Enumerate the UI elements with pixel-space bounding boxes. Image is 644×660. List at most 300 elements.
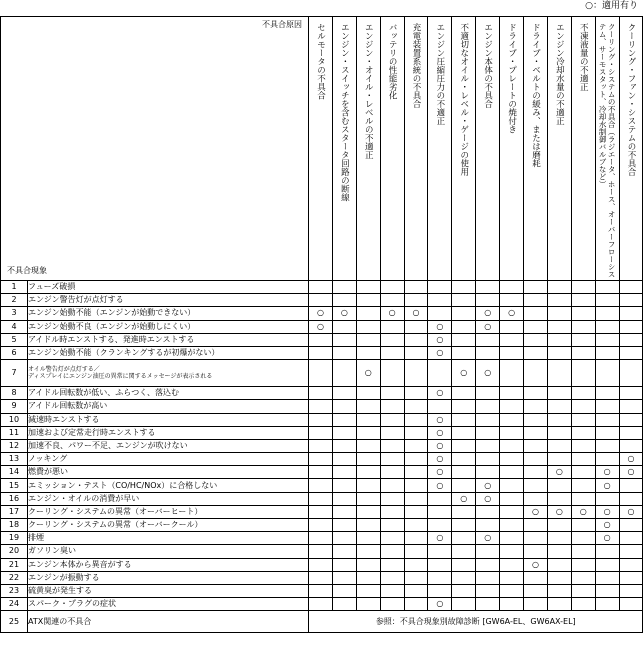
cell <box>619 426 643 439</box>
cell <box>309 400 333 413</box>
row-number: 16 <box>1 492 28 505</box>
cell <box>452 453 476 466</box>
cell <box>452 466 476 479</box>
applicable-mark: ○ <box>380 307 404 320</box>
cell <box>571 453 595 466</box>
cell <box>547 333 571 346</box>
cell <box>571 598 595 611</box>
table-row <box>1 545 643 558</box>
cause-header-text: エンジン・オイル・レベルの不適正 <box>363 23 374 159</box>
cell <box>595 598 619 611</box>
cell <box>571 413 595 426</box>
cell <box>500 571 524 584</box>
applicable-mark: ○ <box>476 360 500 387</box>
row-label: エンジン始動不能（エンジンが始動できない） <box>28 307 309 320</box>
cell <box>476 281 500 294</box>
cell <box>500 492 524 505</box>
cell <box>309 532 333 545</box>
cell <box>356 426 380 439</box>
row-number: 13 <box>1 453 28 466</box>
cell <box>452 558 476 571</box>
cell <box>595 294 619 307</box>
cell <box>404 426 428 439</box>
cell <box>332 333 356 346</box>
cell <box>476 387 500 400</box>
table-row <box>1 558 643 571</box>
cell <box>452 571 476 584</box>
cell <box>404 439 428 452</box>
cell <box>547 400 571 413</box>
cell <box>524 307 548 320</box>
cell <box>571 400 595 413</box>
applicable-mark: ○ <box>356 360 380 387</box>
cell <box>619 519 643 532</box>
cell <box>356 307 380 320</box>
cell <box>500 598 524 611</box>
cell <box>332 466 356 479</box>
cell <box>309 519 333 532</box>
cell <box>524 466 548 479</box>
cell <box>380 320 404 333</box>
cell <box>428 558 452 571</box>
cell <box>452 479 476 492</box>
cell <box>476 426 500 439</box>
cell <box>619 400 643 413</box>
cell <box>524 532 548 545</box>
cell <box>476 505 500 518</box>
cause-header <box>404 17 428 281</box>
cell <box>380 333 404 346</box>
applicable-mark: ○ <box>500 307 524 320</box>
cell <box>452 505 476 518</box>
cell <box>452 333 476 346</box>
cell <box>476 584 500 597</box>
cell <box>595 333 619 346</box>
cell <box>547 598 571 611</box>
cell <box>571 466 595 479</box>
cell <box>380 492 404 505</box>
applicable-mark: ○ <box>595 479 619 492</box>
cell <box>500 439 524 452</box>
cause-header <box>476 17 500 281</box>
cell <box>547 307 571 320</box>
row-number: 2 <box>1 294 28 307</box>
applicable-mark: ○ <box>619 453 643 466</box>
cell <box>524 453 548 466</box>
cell <box>404 413 428 426</box>
cell <box>547 519 571 532</box>
applicable-mark: ○ <box>619 466 643 479</box>
cell <box>524 333 548 346</box>
cell <box>452 426 476 439</box>
cell <box>309 439 333 452</box>
phenomenon-header-label: 不具合現象 <box>7 266 47 275</box>
table-row <box>1 611 643 633</box>
cell <box>452 281 476 294</box>
cell <box>309 387 333 400</box>
applicable-mark: ○ <box>428 413 452 426</box>
cell <box>547 281 571 294</box>
cell <box>547 426 571 439</box>
cell <box>571 333 595 346</box>
cell <box>428 360 452 387</box>
cell <box>428 281 452 294</box>
cell <box>547 571 571 584</box>
diagnosis-table <box>0 16 643 633</box>
cause-header <box>428 17 452 281</box>
applicable-mark: ○ <box>595 505 619 518</box>
cell <box>356 571 380 584</box>
cell <box>332 346 356 359</box>
row-label: エンジン始動不良（エンジンが始動しにくい） <box>28 320 309 333</box>
cell <box>476 571 500 584</box>
cell <box>595 439 619 452</box>
applicable-mark: ○ <box>428 598 452 611</box>
cell <box>524 320 548 333</box>
cell <box>619 545 643 558</box>
cell <box>619 479 643 492</box>
cell <box>404 571 428 584</box>
row-number: 12 <box>1 439 28 452</box>
cell <box>404 492 428 505</box>
applicable-mark: ○ <box>332 307 356 320</box>
cause-header-text: エンジン冷却水量の不適正 <box>554 23 565 125</box>
legend: ○：適用有り <box>585 1 638 11</box>
cell <box>476 346 500 359</box>
row-label: エンジン始動不能（クランキングするが初爆がない） <box>28 346 309 359</box>
cell <box>547 346 571 359</box>
cell <box>500 519 524 532</box>
cell <box>524 519 548 532</box>
table-row <box>1 571 643 584</box>
cell <box>595 545 619 558</box>
cell <box>524 584 548 597</box>
cell <box>524 439 548 452</box>
cell <box>309 479 333 492</box>
cell <box>571 320 595 333</box>
cell <box>476 294 500 307</box>
cell <box>547 584 571 597</box>
applicable-mark: ○ <box>428 333 452 346</box>
cell <box>309 360 333 387</box>
cause-header <box>452 17 476 281</box>
row-label: 燃費が悪い <box>28 466 309 479</box>
cell <box>547 453 571 466</box>
cell <box>428 519 452 532</box>
cause-header-text: クーリング・ファン・システムの不具合 <box>626 23 637 176</box>
cell <box>524 360 548 387</box>
cell <box>524 545 548 558</box>
cell <box>332 532 356 545</box>
cell <box>332 505 356 518</box>
cell <box>380 400 404 413</box>
cell <box>356 519 380 532</box>
cell <box>547 413 571 426</box>
cell <box>595 307 619 320</box>
cell <box>380 439 404 452</box>
cell <box>595 387 619 400</box>
cell <box>500 545 524 558</box>
header-corner <box>1 17 309 281</box>
cell <box>404 346 428 359</box>
cause-header <box>595 17 619 281</box>
row-label: フューズ破損 <box>28 281 309 294</box>
cell <box>476 545 500 558</box>
cell <box>571 387 595 400</box>
row-number: 21 <box>1 558 28 571</box>
cell <box>595 571 619 584</box>
applicable-mark: ○ <box>404 307 428 320</box>
cell <box>309 466 333 479</box>
row-number: 14 <box>1 466 28 479</box>
cause-header-text: エンジン圧縮圧力の不適正 <box>434 23 445 125</box>
cell <box>500 294 524 307</box>
cell <box>309 558 333 571</box>
row-label: スパーク・プラグの症状 <box>28 598 309 611</box>
row-number: 5 <box>1 333 28 346</box>
table-row <box>1 466 643 479</box>
cell <box>309 598 333 611</box>
cell <box>356 320 380 333</box>
cell <box>500 281 524 294</box>
cell <box>380 281 404 294</box>
cell <box>476 333 500 346</box>
cell <box>500 387 524 400</box>
cell <box>332 439 356 452</box>
cell <box>500 558 524 571</box>
cell <box>428 571 452 584</box>
cell <box>356 439 380 452</box>
cell <box>547 360 571 387</box>
cell <box>404 466 428 479</box>
table-row <box>1 532 643 545</box>
row-label: アイドル時エンストする、発進時エンストする <box>28 333 309 346</box>
cell <box>595 400 619 413</box>
cell <box>404 360 428 387</box>
cell <box>500 532 524 545</box>
cell <box>380 545 404 558</box>
cell <box>356 584 380 597</box>
table-row <box>1 333 643 346</box>
row-number: 22 <box>1 571 28 584</box>
row-label: エミッション・テスト（CO/HC/NOx）に合格しない <box>28 479 309 492</box>
cell <box>309 294 333 307</box>
cell <box>356 453 380 466</box>
cause-header-text: ドライブ・プレートの焼付き <box>506 23 517 134</box>
cell <box>571 545 595 558</box>
applicable-mark: ○ <box>476 320 500 333</box>
applicable-mark: ○ <box>428 346 452 359</box>
cell <box>571 584 595 597</box>
cell <box>356 545 380 558</box>
cell <box>428 505 452 518</box>
row-number: 19 <box>1 532 28 545</box>
cell <box>309 413 333 426</box>
cell <box>619 360 643 387</box>
cause-header-text: 充電装置系統の不具合 <box>411 23 421 108</box>
applicable-mark: ○ <box>595 519 619 532</box>
table-row <box>1 505 643 518</box>
cell <box>404 294 428 307</box>
row-label: 加速および定常走行時エンストする <box>28 426 309 439</box>
cell <box>547 387 571 400</box>
row-label <box>28 360 309 387</box>
cell <box>595 360 619 387</box>
cause-header-label: 不具合原因 <box>262 20 302 29</box>
row-number: 24 <box>1 598 28 611</box>
table-row <box>1 519 643 532</box>
cell <box>380 571 404 584</box>
applicable-mark: ○ <box>595 466 619 479</box>
applicable-mark: ○ <box>428 387 452 400</box>
cell <box>428 492 452 505</box>
cell <box>619 413 643 426</box>
cell <box>500 320 524 333</box>
cell <box>524 492 548 505</box>
cause-header <box>380 17 404 281</box>
cell <box>571 307 595 320</box>
cell <box>571 492 595 505</box>
table-row <box>1 320 643 333</box>
cell <box>524 426 548 439</box>
row-label: 硫黄臭が発生する <box>28 584 309 597</box>
cell <box>380 426 404 439</box>
cell <box>332 360 356 387</box>
cell <box>380 532 404 545</box>
cell <box>595 320 619 333</box>
cell <box>476 598 500 611</box>
row-number: 18 <box>1 519 28 532</box>
row-label: エンジン警告灯が点灯する <box>28 294 309 307</box>
cell <box>595 558 619 571</box>
cell <box>309 492 333 505</box>
applicable-mark: ○ <box>309 307 333 320</box>
cell <box>380 466 404 479</box>
cell <box>571 294 595 307</box>
cell <box>595 492 619 505</box>
cell <box>332 571 356 584</box>
cell <box>619 281 643 294</box>
cause-header <box>309 17 333 281</box>
cell <box>332 400 356 413</box>
table-row <box>1 360 643 387</box>
cell <box>571 558 595 571</box>
cell <box>595 346 619 359</box>
cell <box>404 584 428 597</box>
cell <box>500 466 524 479</box>
header-row <box>1 17 643 281</box>
row-number: 11 <box>1 426 28 439</box>
applicable-mark: ○ <box>547 466 571 479</box>
cell <box>452 532 476 545</box>
table-row <box>1 584 643 597</box>
cell <box>524 281 548 294</box>
cell <box>332 545 356 558</box>
cell <box>500 360 524 387</box>
applicable-mark: ○ <box>428 466 452 479</box>
applicable-mark: ○ <box>476 532 500 545</box>
applicable-mark: ○ <box>428 426 452 439</box>
cell <box>547 532 571 545</box>
cause-header <box>571 17 595 281</box>
cell <box>404 505 428 518</box>
cell <box>452 320 476 333</box>
cause-header <box>524 17 548 281</box>
cell <box>476 413 500 426</box>
cell <box>404 320 428 333</box>
cell <box>571 439 595 452</box>
cell <box>380 346 404 359</box>
cause-header <box>500 17 524 281</box>
cell <box>332 413 356 426</box>
cell <box>619 333 643 346</box>
cell <box>309 584 333 597</box>
row-label: ノッキング <box>28 453 309 466</box>
applicable-mark: ○ <box>595 532 619 545</box>
table-row <box>1 294 643 307</box>
row-number: 15 <box>1 479 28 492</box>
cell <box>428 545 452 558</box>
cell <box>452 545 476 558</box>
applicable-mark: ○ <box>619 505 643 518</box>
row-number: 7 <box>1 360 28 387</box>
row-label: 加速不良、パワー不足、エンジンが吹けない <box>28 439 309 452</box>
cell <box>571 519 595 532</box>
applicable-mark: ○ <box>547 505 571 518</box>
cause-header-text: 不凍液量の不適正 <box>578 23 589 91</box>
cell <box>476 439 500 452</box>
cell <box>309 545 333 558</box>
cell <box>309 426 333 439</box>
cell <box>356 346 380 359</box>
applicable-mark: ○ <box>476 307 500 320</box>
table-row <box>1 400 643 413</box>
row-label: アイドル回転数が高い <box>28 400 309 413</box>
cell <box>524 598 548 611</box>
cell <box>547 492 571 505</box>
row-label: クーリング・システムの異常（オーバークール） <box>28 519 309 532</box>
cell <box>452 387 476 400</box>
cell <box>452 307 476 320</box>
applicable-mark: ○ <box>452 360 476 387</box>
cause-header <box>619 17 643 281</box>
cell <box>428 307 452 320</box>
cell <box>524 387 548 400</box>
table-row <box>1 453 643 466</box>
cell <box>595 413 619 426</box>
cell <box>332 453 356 466</box>
cause-header-text: セルモータの不具合 <box>315 23 326 100</box>
cell <box>309 571 333 584</box>
cell <box>619 492 643 505</box>
cell <box>404 598 428 611</box>
cell <box>332 519 356 532</box>
cell <box>500 426 524 439</box>
table-row <box>1 281 643 294</box>
row-number: 6 <box>1 346 28 359</box>
row-number: 3 <box>1 307 28 320</box>
cell <box>428 294 452 307</box>
cell <box>332 426 356 439</box>
cell <box>404 453 428 466</box>
cell <box>476 400 500 413</box>
cell <box>500 333 524 346</box>
cell <box>332 492 356 505</box>
cell <box>524 346 548 359</box>
cell <box>619 346 643 359</box>
cell <box>380 558 404 571</box>
cell <box>380 479 404 492</box>
